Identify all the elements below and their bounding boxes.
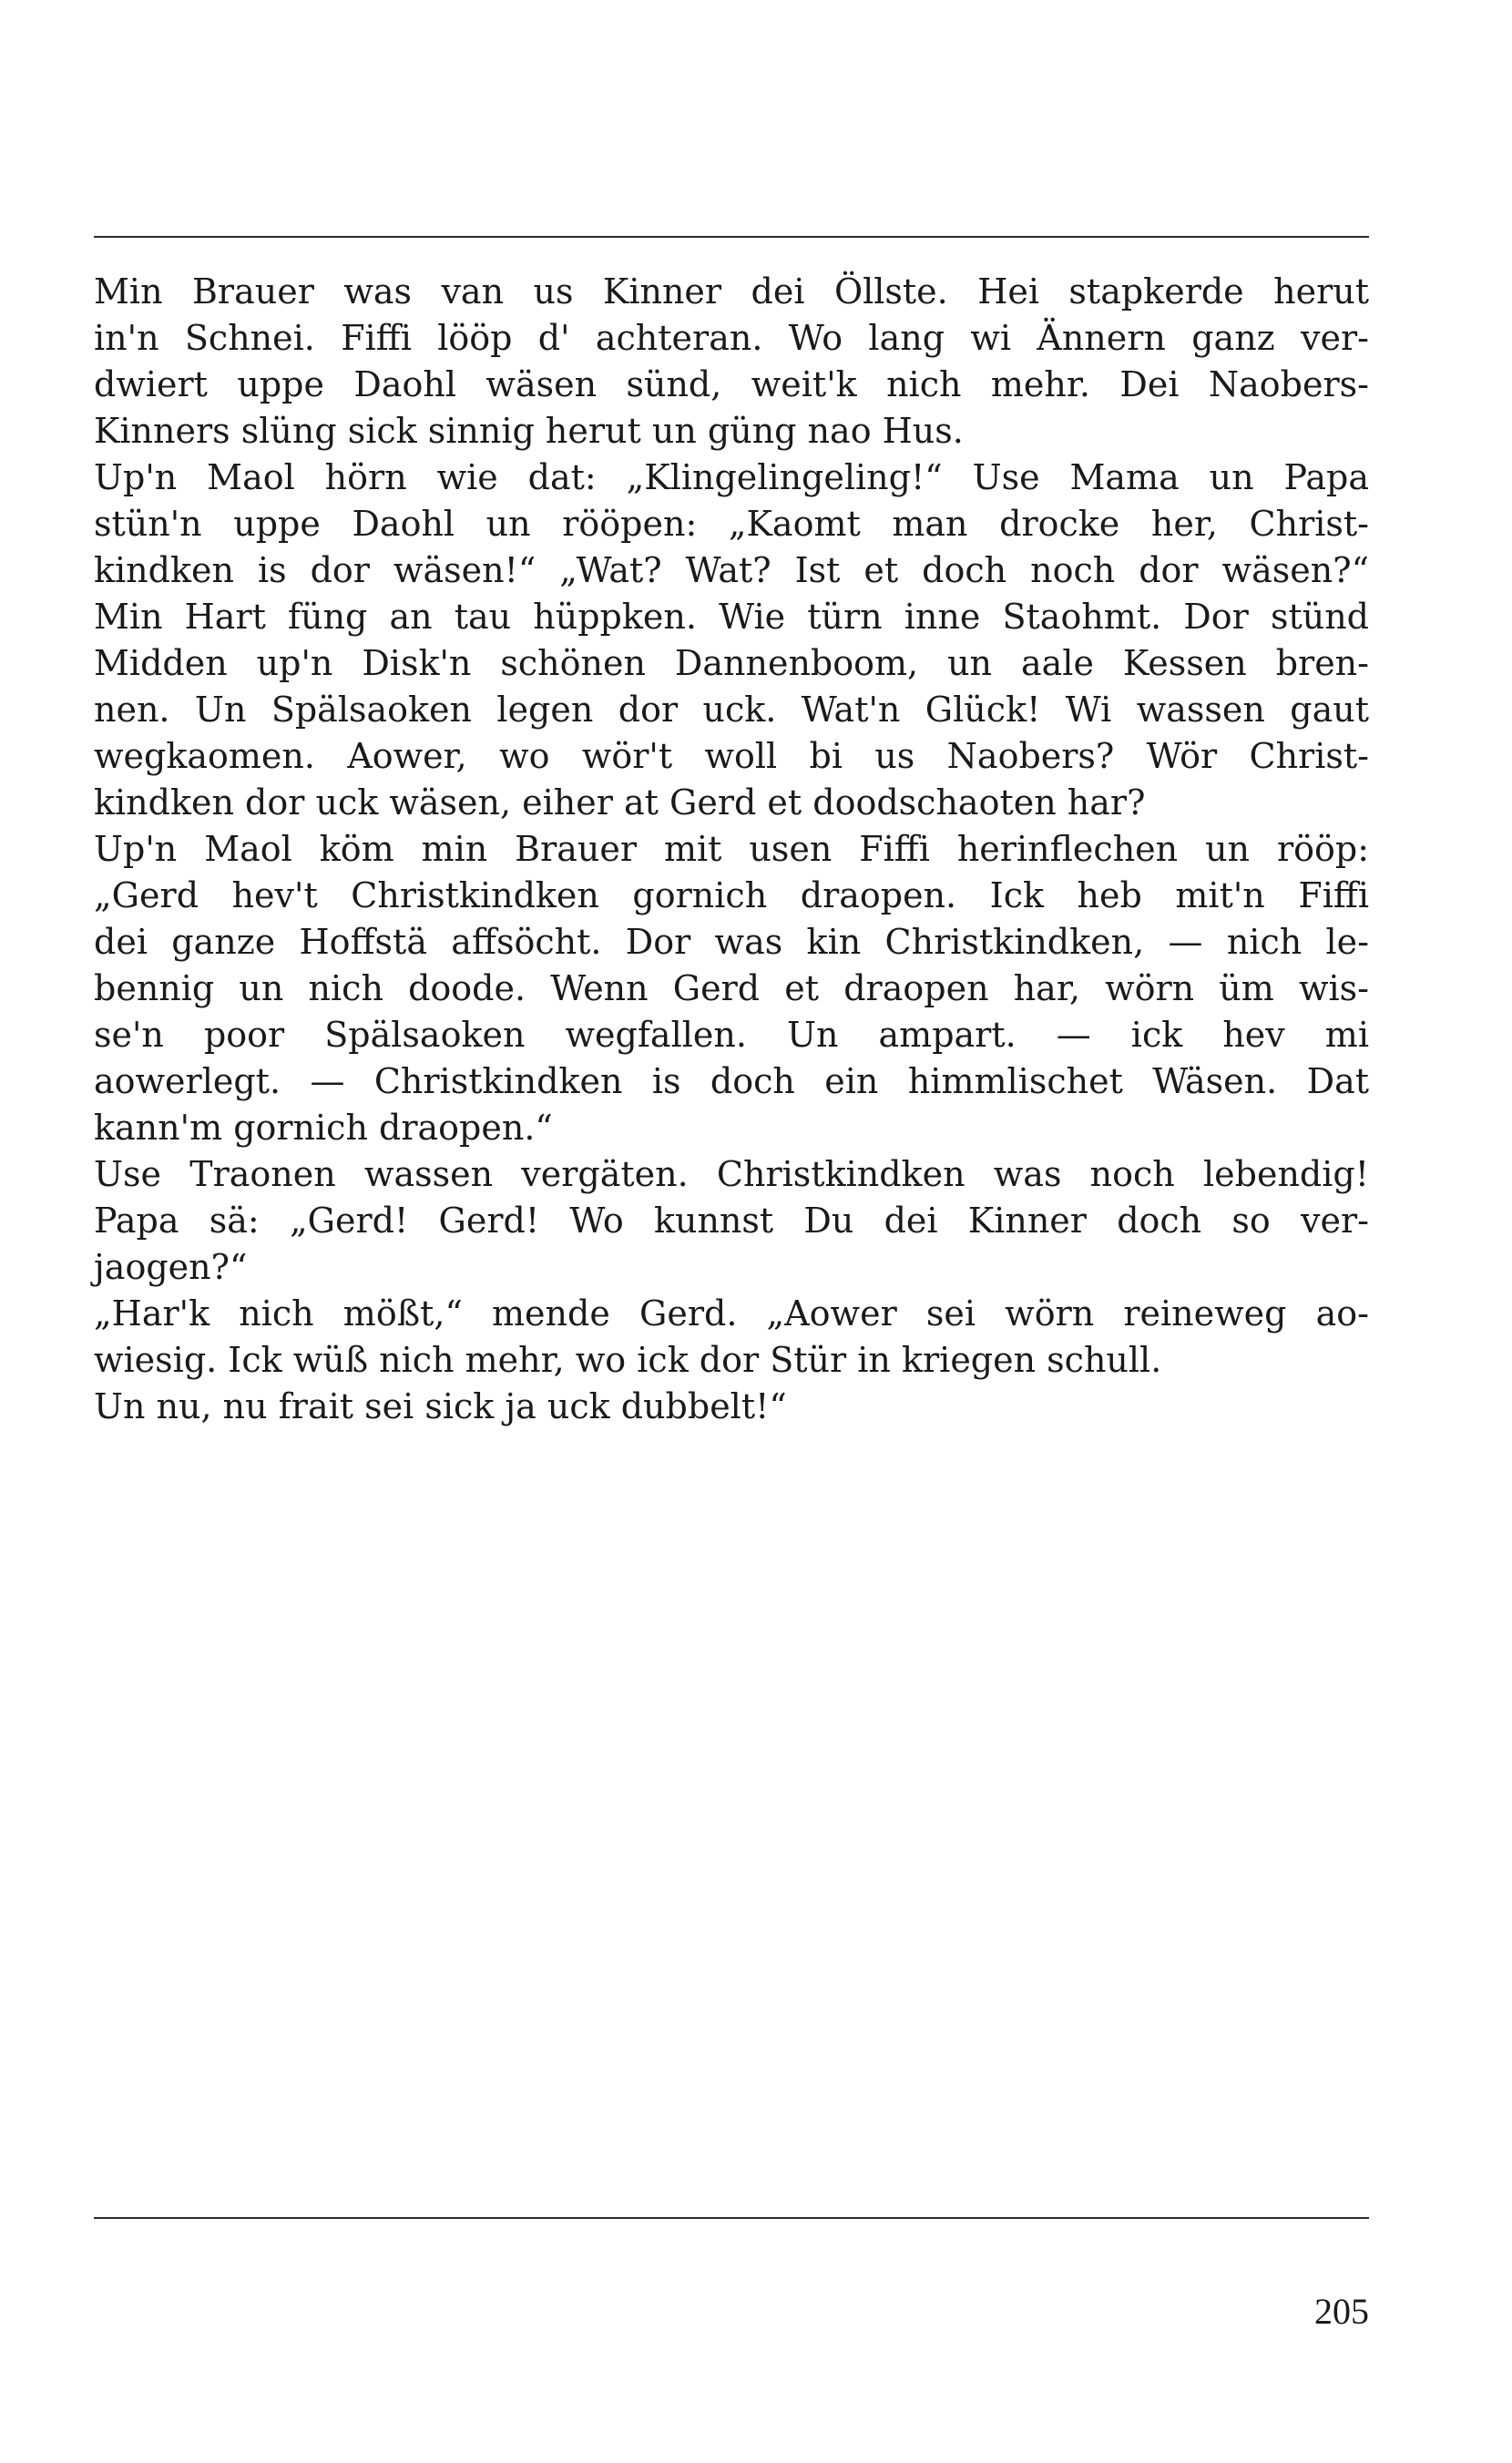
text-line: wiesig. Ick wüß nich mehr, wo ick dor Stür in kriegen schull. [94,1340,1162,1380]
text-line: jaogen?“ [94,1247,248,1287]
text-line: aowerlegt. — Christkindken is doch ein himmlischet Wäsen. Dat [94,1061,1369,1101]
body-text [94,269,1369,1430]
text-line: „Gerd hev't Christkindken gornich draopen. Ick heb mit'n Fiffi [94,875,1369,915]
text-line: in'n Schnei. Fiffi lööp d' achteran. Wo lang wi Ännern ganz ver- [94,318,1369,358]
text-line: Min Hart füng an tau hüppken. Wie türn inne Staohmt. Dor stünd [94,597,1369,637]
text-line: Kinners slüng sick sinnig herut un güng nao Hus. [94,411,964,451]
text-line: nen. Un Spälsaoken legen dor uck. Wat'n Glück! Wi wassen gaut [94,690,1369,730]
text-line: „Har'k nich mößt,“ mende Gerd. „Aower sei wörn reineweg ao- [94,1293,1369,1334]
text-line: kindken is dor wäsen!“ „Wat? Wat? Ist et doch noch dor wäsen?“ [94,550,1369,590]
text-line: Papa sä: „Gerd! Gerd! Wo kunnst Du dei Kinner doch so ver- [94,1201,1369,1241]
text-line: Use Traonen wassen vergäten. Christkindken was noch lebendig! [94,1154,1369,1194]
text-line: kindken dor uck wäsen, eiher at Gerd et doodschaoten har? [94,782,1146,823]
text-line: wegkaomen. Aower, wo wör't woll bi us Naobers? Wör Christ- [94,736,1369,776]
text-line: dei ganze Hoffstä affsöcht. Dor was kin Christkindken, — nich le- [94,922,1369,962]
text-line: stün'n uppe Daohl un rööpen: „Kaomt man drocke her, Christ- [94,504,1369,544]
text-line: se'n poor Spälsaoken wegfallen. Un ampart. — ick hev mi [94,1015,1369,1055]
text-line: dwiert uppe Daohl wäsen sünd, weit'k nich mehr. Dei Naobers- [94,364,1369,404]
text-line: Min Brauer was van us Kinner dei Öllste. Hei stapkerde herut [94,271,1369,312]
bottom-rule [94,2217,1369,2219]
text-line: Up'n Maol hörn wie dat: „Klingelingeling!“ Use Mama un Papa [94,457,1369,497]
text-line: bennig un nich doode. Wenn Gerd et draopen har, wörn üm wis- [94,968,1369,1008]
text-line: Up'n Maol köm min Brauer mit usen Fiffi herinflechen un rööp: [94,829,1369,869]
top-rule [94,236,1369,238]
text-line: Un nu, nu frait sei sick ja uck dubbelt!“ [94,1386,787,1426]
text-line: Midden up'n Disk'n schönen Dannenboom, un aale Kessen bren- [94,643,1369,683]
text-line: kann'm gornich draopen.“ [94,1108,553,1148]
page-number: 205 [1314,2291,1369,2332]
